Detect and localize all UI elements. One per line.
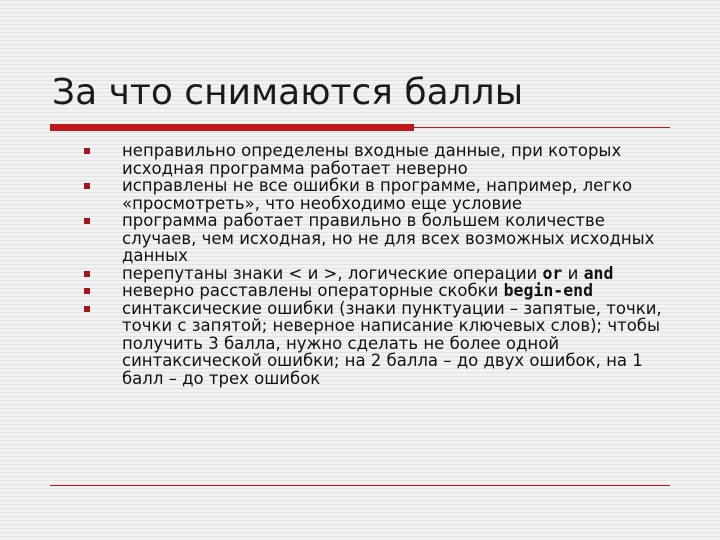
title-underline-thick [50,124,414,131]
bullet-square-icon [84,148,90,154]
list-item [84,282,684,300]
code-keyword: begin-end [503,281,594,300]
text-segment: и [562,263,584,283]
text-segment: перепутаны знаки < и >, логические операции [122,263,543,283]
slide-title: За что снимаются баллы [52,72,524,113]
footer-divider [50,485,670,486]
bullet-square-icon [84,183,90,189]
code-keyword: and [583,263,614,283]
bullet-square-icon [84,306,90,312]
text-segment: неверно расставлены операторные скобки [122,281,504,300]
list-item [84,265,684,283]
bullet-list [84,142,684,387]
list-item [84,212,684,265]
code-keyword: or [542,263,563,283]
title-underline-thin [414,127,670,128]
list-item-text: программа работает правильно в большем количестве случаев, чем исходная, но не для всех возможных исходных данных [122,211,655,265]
bullet-square-icon [84,288,90,294]
list-item-text [122,265,684,283]
list-item-text [122,282,684,300]
list-item-text: синтаксические ошибки (знаки пунктуации – запятые, точки, точки с запятой; неверное написание ключевых слов); чтобы получить 3 балла, нужно сделать не более одной синтаксической ошибки; на 2 балла – до двух ошибок, на 1 балл – до трех ошибок [122,298,662,388]
list-item-text: исправлены не все ошибки в программе, например, легко «просмотреть», что необходимо еще условие [122,176,633,213]
list-item-text: неправильно определены входные данные, при которых исходная программа работает неверно [122,141,622,178]
bullet-square-icon [84,218,90,224]
list-item [84,300,684,388]
list-item [84,142,684,177]
list-item [84,177,684,212]
bullet-square-icon [84,271,90,277]
